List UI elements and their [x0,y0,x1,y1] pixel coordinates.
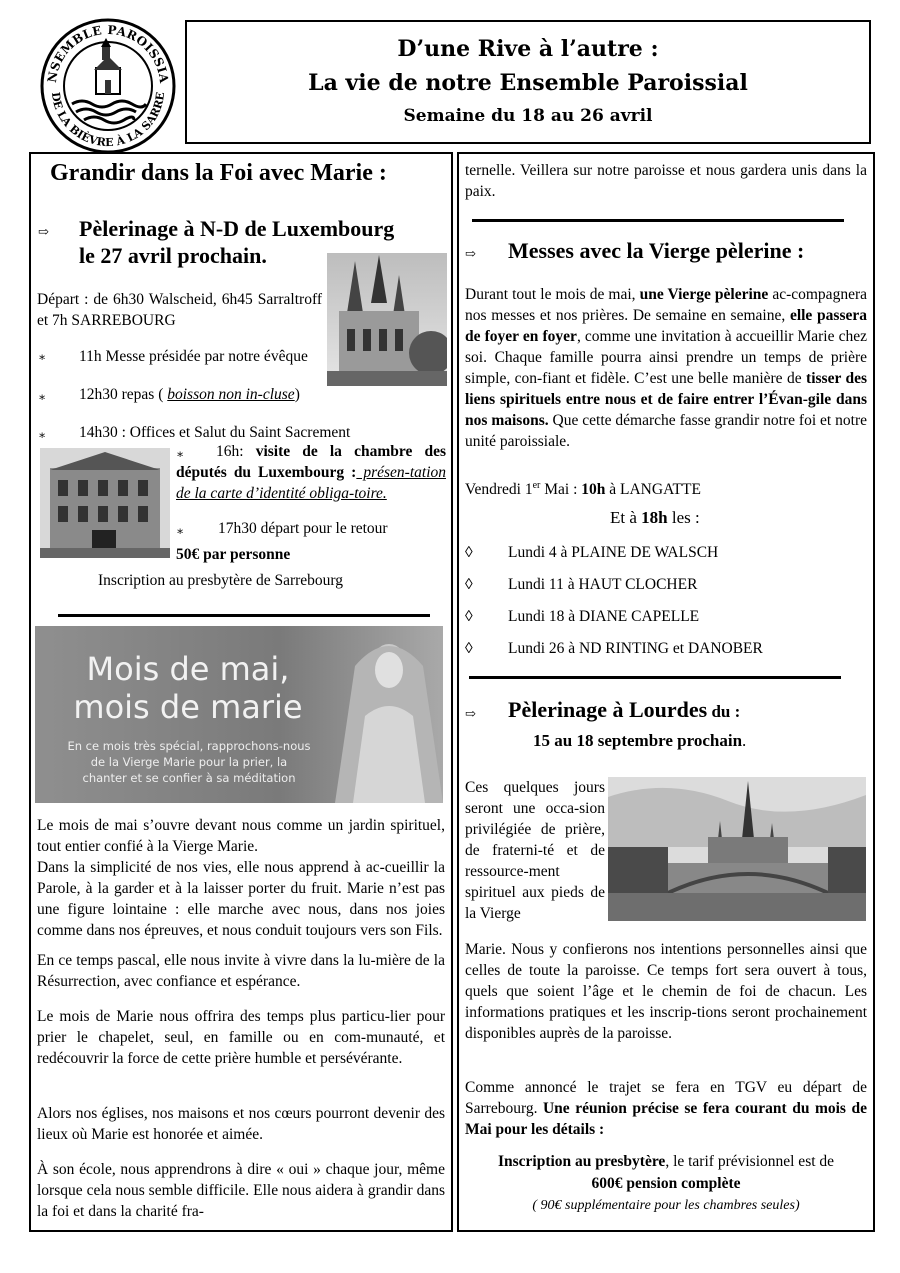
lourdes-text-3: Comme annoncé le trajet se fera en TGV eu départ de Sarrebourg. Une réunion précise se fera courant du mois de Mai pour les détails : [465,1079,867,1138]
inscription-note: Inscription au presbytère de Sarrebourg [98,572,344,589]
lourdes-text-2: Marie. Nous y confierons nos intentions personnelles ainsi que celles de toute la paroisse. Ce temps fort sera ouvert à tous, quels que soient l’âge et le chemin de foi de chacun. Les informations pratiques et les inscrip-tions seront prochainement disponibles auprès de la paroisse. [465,941,867,1042]
banner-text: En ce mois très spécial, rapprochons-nous de la Vierge Marie pour la prier, la chanter et se confier à sa méditation [67,739,311,785]
diamond-icon: ◊ [465,640,473,657]
may-paragraph-5: Alors nos églises, nos maisons et nos cœurs pourront devenir des lieux où Marie est honorée et aimée. [37,1105,445,1143]
left-heading: Grandir dans la Foi avec Marie : [50,160,387,186]
diamond-icon: ◊ [465,608,473,625]
continued-text: ternelle. Veillera sur notre paroisse et nous gardera unis dans la paix. [465,162,867,200]
friday-mass: Vendredi 1er Mai : 10h à LANGATTE [465,480,701,499]
banner-title-line1: Mois de mai, [86,650,290,688]
mass-list-item: Lundi 11 à HAUT CLOCHER [508,576,698,593]
messes-text: Durant tout le mois de mai, une Vierge pèlerine ac-compagnera nos messes et nos prières. De semaine en semaine, elle passera de foyer en foyer, comme une invitation à accueillir Marie chez soi. Chaque famille pourra ainsi prendre un temps de prière simple, con-fiant et fidèle. C’est une belle manière de tisser des liens spirituels entre nous et de faire entrer l’Évan-gile dans nos maisons. Que cette démarche fasse grandir notre foi et notre unité paroissiale. [465,286,868,450]
arrow-icon: ⇨ [38,224,49,239]
departure-text: Départ : de 6h30 Walscheid, 6h45 Sarraltroff et 7h SARREBOURG [37,291,322,329]
schedule-item-visit: 16h: visite de la chambre des députés du Luxembourg : présen-tation de la carte d’identité obliga-toire. [176,443,446,502]
svg-text:DE LA BIÈVRE À LA SARRE: DE LA BIÈVRE À LA SARRE [48,91,168,150]
pilgrimage-luxembourg-title: Pèlerinage à N-D de Luxembourg [79,216,395,241]
luxembourg-cathedral-photo [327,253,447,386]
bullet-icon: ∗ [38,428,47,442]
diamond-icon: ◊ [465,576,473,593]
bullet-icon: ∗ [38,350,47,364]
lourdes-basilica-photo [608,777,866,921]
lourdes-heading: Pèlerinage à Lourdes du : [508,697,741,722]
bullet-icon: ∗ [176,524,185,538]
diamond-icon: ◊ [465,544,473,561]
arrow-icon: ⇨ [465,246,476,261]
header-title: D’une Rive à l’autre : [397,36,659,62]
evening-masses-intro: Et à 18h les : [610,508,700,527]
mass-list-item: Lundi 26 à ND RINTING et DANOBER [508,640,763,657]
may-paragraph-6: À son école, nous apprendrons à dire « oui » chaque jour, même lorsque cela nous semble difficile. Elle nous aidera à grandir dans la foi et dans la charité fra- [37,1161,445,1220]
arrow-icon: ⇨ [465,706,476,721]
divider [58,614,430,617]
schedule-item-mass: 11h Messe présidée par notre évêque [79,348,308,365]
divider [472,219,844,222]
schedule-item-meal: 12h30 repas ( boisson non in-clusе) [79,386,300,403]
messes-heading: Messes avec la Vierge pèlerine : [508,238,805,263]
lourdes-text-1: Ces quelques jours seront une occa-sion privilégiée de prière, de fraterni-té et de ressource-ment spirituel aux pieds de la Vierge [465,779,605,922]
lourdes-inscription: Inscription au presbytère, le tarif prévisionnel est de 600€ pension complète ( 90€ supplémentaire pour les chambres seules) [497,1153,835,1213]
divider [469,676,841,679]
bullet-icon: ∗ [176,447,185,461]
may-banner [35,626,443,803]
may-paragraph-3: En ce temps pascal, elle nous invite à vivre dans la lu-mière de la Résurrection, avec confiance et espérance. [37,952,445,990]
luxembourg-parliament-photo [40,448,170,558]
may-paragraph-1: Le mois de mai s’ouvre devant nous comme un jardin spirituel, tout entier confié à la Vierge Marie. [37,817,445,855]
header-box [185,20,871,144]
header-subtitle: La vie de notre Ensemble Paroissial [308,70,748,96]
mass-list-item: Lundi 18 à DIANE CAPELLE [508,608,700,625]
pilgrimage-luxembourg-date: le 27 avril prochain. [79,243,267,268]
price: 50€ par personne [176,546,291,563]
may-paragraph-2: Dans la simplicité de nos vies, elle nous apprend à ac-cueillir la Parole, à la garder et à la laisser porter du fruit. Marie n’est pas une figure lointaine : elle marche avec nous, dans nos joies comme dans nos épreuves, et nous conduit toujours vers son Fils. [37,859,445,939]
banner-title-line2: mois de marie [73,688,303,726]
header-week: Semaine du 18 au 26 avril [403,106,653,126]
mass-list-item: Lundi 4 à PLAINE DE WALSCH [508,544,719,561]
parish-logo [38,16,178,156]
may-paragraph-4: Le mois de Marie nous offrira des temps plus particu-lier pour prier le chapelet, seul, en famille ou en com-munauté, et redécouvrir la force de cette prière humble et persévérante. [37,1008,445,1067]
lourdes-dates: 15 au 18 septembre prochain. [533,731,747,750]
schedule-item-offices: 14h30 : Offices et Salut du Saint Sacrement [79,424,351,441]
schedule-item-return: 17h30 départ pour le retour [218,520,388,537]
svg-text:ENSEMBLE PAROISSIAL: NSEMBLE PAROISSIA [44,22,172,85]
bullet-icon: ∗ [38,390,47,404]
